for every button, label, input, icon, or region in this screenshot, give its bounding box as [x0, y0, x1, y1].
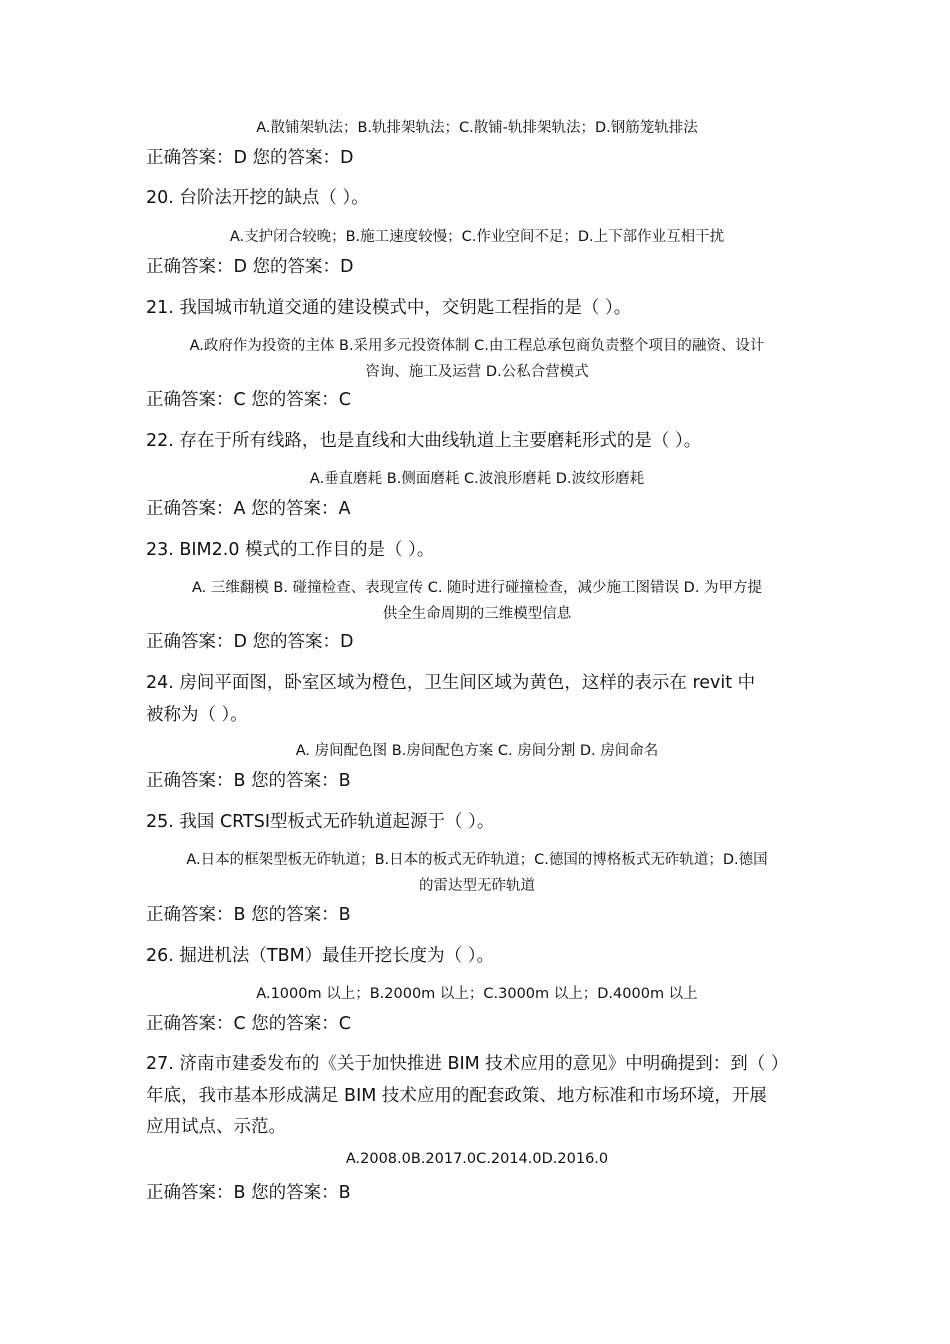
- question-text: 年底，我市基本形成满足 BIM 技术应用的配套政策、地方标准和市场环境，开展: [146, 1086, 767, 1106]
- answer-options: A.散铺架轨法；B.轨排架轨法；C.散铺-轨排架轨法；D.钢筋笼轨排法: [256, 120, 698, 136]
- answer-line: 正确答案：A 您的答案：A: [146, 499, 351, 519]
- answer-options: 咨询、施工及运营 D.公私合营模式: [365, 364, 589, 380]
- question-text: 22. 存在于所有线路，也是直线和大曲线轨道上主要磨耗形式的是（ ）。: [146, 431, 702, 451]
- answer-options: A.垂直磨耗 B.侧面磨耗 C.波浪形磨耗 D.波纹形磨耗: [309, 471, 645, 487]
- question-text: 应用试点、示范。: [146, 1117, 286, 1137]
- question-text: 被称为（ ）。: [146, 705, 248, 725]
- question-text: 26. 掘进机法（TBM）最佳开挖长度为（ ）。: [146, 946, 494, 966]
- answer-options: A. 房间配色图 B.房间配色方案 C. 房间分割 D. 房间命名: [295, 743, 659, 759]
- answer-options: A.政府作为投资的主体 B.采用多元投资体制 C.由工程总承包商负责整个项目的融资、设计: [189, 338, 765, 354]
- answer-options: 供全生命周期的三维模型信息: [382, 606, 572, 622]
- answer-line: 正确答案：B 您的答案：B: [146, 771, 351, 791]
- answer-options: 的雷达型无砟轨道: [419, 878, 535, 894]
- answer-line: 正确答案：C 您的答案：C: [146, 390, 352, 410]
- answer-line: 正确答案：D 您的答案：D: [146, 632, 354, 652]
- question-text: 23. BIM2.0 模式的工作目的是（ ）。: [146, 540, 435, 560]
- question-text: 27. 济南市建委发布的《关于加快推进 BIM 技术应用的意见》中明确提到：到（ ）: [146, 1054, 789, 1074]
- answer-options: A.日本的框架型板无砟轨道；B.日本的板式无砟轨道；C.德国的博格板式无砟轨道；D.德国: [186, 852, 768, 868]
- answer-options: A.2008.0B.2017.0C.2014.0D.2016.0: [345, 1151, 609, 1167]
- answer-options: A.支护闭合较晚；B.施工速度较慢；C.作业空间不足；D.上下部作业互相干扰: [229, 229, 725, 245]
- answer-line: 正确答案：D 您的答案：D: [146, 148, 354, 168]
- answer-line: 正确答案：B 您的答案：B: [146, 905, 351, 925]
- answer-line: 正确答案：C 您的答案：C: [146, 1014, 352, 1034]
- question-text: 24. 房间平面图，卧室区域为橙色，卫生间区域为黄色，这样的表示在 revit 中: [146, 673, 756, 693]
- question-text: 20. 台阶法开挖的缺点（ ）。: [146, 188, 369, 208]
- answer-line: 正确答案：B 您的答案：B: [146, 1183, 351, 1203]
- answer-line: 正确答案：D 您的答案：D: [146, 257, 354, 277]
- question-text: 21. 我国城市轨道交通的建设模式中，交钥匙工程指的是（ ）。: [146, 298, 632, 318]
- answer-options: A. 三维翻模 B. 碰撞检查、表现宣传 C. 随时进行碰撞检查，减少施工图错误 D. 为甲方提: [191, 580, 763, 596]
- question-text: 25. 我国 CRTSⅠ型板式无砟轨道起源于（ ）。: [146, 812, 495, 832]
- answer-options: A.1000m 以上；B.2000m 以上；C.3000m 以上；D.4000m 以上: [256, 986, 698, 1002]
